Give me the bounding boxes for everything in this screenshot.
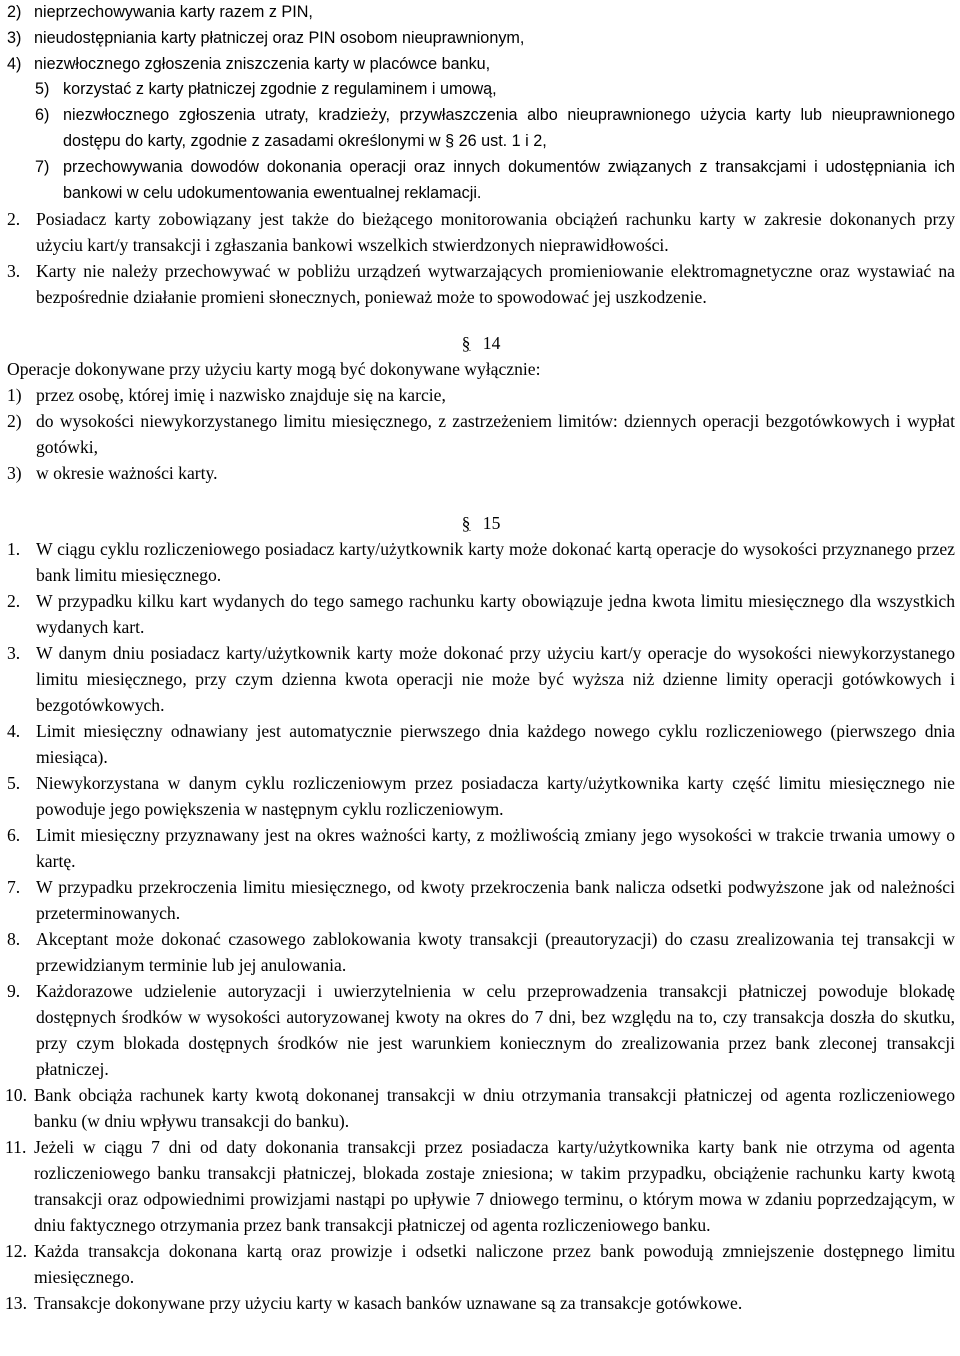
list-item-text: Każdorazowe udzielenie autoryzacji i uwierzytelnienia w celu przeprowadzenia transakcji płatniczej powoduje blokadę dostępnych środków w wysokości autoryzowanej kwoty na okres do 7 dni, bez względu na to, czy transakcja doszła do skutku, przy czym blokada dostępnych środków nie jest warunkiem koniecznym do zrealizowania przez bank zleconej transakcji płatniczej. [36, 981, 955, 1080]
list-item-number: 1. [7, 539, 21, 560]
list-item [7, 103, 955, 155]
list-item [7, 0, 955, 26]
list-item-number: 3) [7, 28, 22, 47]
section14-intro: Operacje dokonywane przy użyciu karty mogą być dokonywane wyłącznie: [7, 359, 541, 380]
list-item-text: Bank obciąża rachunek karty kwotą dokonanej transakcji w dniu otrzymania transakcji płatniczej od agenta rozliczeniowego banku (w dniu wpływu transakcji do banku). [34, 1085, 955, 1132]
section14-list [7, 382, 955, 486]
list-item [7, 822, 955, 874]
list-item-text: przez osobę, której imię i nazwisko znajduje się na karcie, [36, 385, 446, 406]
list-item-number: 5) [35, 80, 50, 99]
section15-heading [7, 510, 955, 536]
list-item-number: 7) [35, 157, 50, 176]
list-item-number: 12. [5, 1241, 27, 1262]
list-item [7, 26, 955, 52]
list-item [7, 770, 955, 822]
list-item-text: Transakcje dokonywane przy użyciu karty w kasach banków uznawane są za transakcje gotówkowe. [34, 1293, 743, 1314]
section14-heading [7, 330, 955, 356]
list-item-number: 6. [7, 825, 21, 846]
list-item [7, 926, 955, 978]
list-item [7, 978, 955, 1082]
list-item [7, 460, 955, 486]
list-item [7, 382, 955, 408]
list-item-text: Jeżeli w ciągu 7 dni od daty dokonania transakcji przez posiadacza karty/użytkownika karty bank nie otrzyma od agenta rozliczeniowego banku transakcji płatniczej, blokada zostaje zniesiona; w takim przypadku, obciążenie rachunku karty kwotą transakcji oraz odpowiednimi prowizjami nastąpi po upływie 7 dniowego terminu, o którym mowa w zdaniu poprzedzającym, w dniu faktycznego otrzymania przez bank transakcji płatniczej od agenta rozliczeniowego banku. [34, 1137, 955, 1236]
list-item-number: 1) [7, 385, 22, 406]
list-item-text: niezwłocznego zgłoszenia utraty, kradzieży, przywłaszczenia albo nieuprawnionego użycia karty lub nieuprawnionego dostępu do karty, zgodnie z zasadami określonymi w § 26 ust. 1 i 2, [63, 106, 955, 150]
list-item-number: 10. [5, 1085, 27, 1106]
list-item [7, 155, 955, 207]
list-item-number: 9. [7, 981, 21, 1002]
section13-points [7, 206, 955, 310]
list-item-text: Limit miesięczny przyznawany jest na okres ważności karty, z możliwością zmiany jego wysokości w trakcie trwania umowy o kartę. [36, 825, 955, 872]
list-item-number: 13. [5, 1293, 27, 1314]
list-item [7, 1290, 955, 1316]
continued-obligations-list [7, 0, 955, 206]
list-item [7, 206, 955, 258]
list-item-number: 4) [7, 54, 22, 73]
section-number: 15 [482, 513, 501, 534]
list-item-text: W ciągu cyklu rozliczeniowego posiadacz karty/użytkownik karty może dokonać kartą operacje do wysokości przyznanego przez bank limitu miesięcznego. [36, 539, 955, 586]
list-item-number: 4. [7, 721, 21, 742]
list-item-number: 3) [7, 463, 22, 484]
list-item-number: 2) [7, 411, 22, 432]
list-item [7, 640, 955, 718]
list-item-text: W przypadku kilku kart wydanych do tego samego rachunku karty obowiązuje jedna kwota limitu miesięcznego dla wszystkich wydanych kart. [36, 591, 955, 638]
list-item-text: nieudostępniania karty płatniczej oraz PIN osobom nieuprawnionym, [34, 28, 525, 47]
section-mark: § [461, 513, 471, 534]
list-item-text: Limit miesięczny odnawiany jest automatycznie pierwszego dnia każdego nowego cyklu rozliczeniowego (pierwszego dnia miesiąca). [36, 721, 955, 768]
list-item-text: niezwłocznego zgłoszenia zniszczenia karty w placówce banku, [34, 54, 491, 73]
list-item-number: 11. [5, 1137, 27, 1158]
list-item [7, 1134, 955, 1238]
list-item-text: Niewykorzystana w danym cyklu rozliczeniowym przez posiadacza karty/użytkownika karty część limitu miesięcznego nie powoduje jego powiększenia w następnym cyklu rozliczeniowym. [36, 773, 955, 820]
list-item [7, 52, 955, 78]
section-mark: § [461, 333, 471, 354]
list-item-number: 7. [7, 877, 21, 898]
list-item-text: W danym dniu posiadacz karty/użytkownik karty może dokonać przy użyciu kart/y operacje do wysokości niewykorzystanego limitu miesięcznego, przy czym dzienna kwota operacji nie może być wyższa niż dzienne limity operacji gotówkowych i bezgotówkowych. [36, 643, 955, 716]
list-item [7, 536, 955, 588]
list-item-number: 3. [7, 643, 21, 664]
list-item-text: Akceptant może dokonać czasowego zablokowania kwoty transakcji (preautoryzacji) do czasu zrealizowania tej transakcji w przewidzianym terminie lub jej anulowania. [36, 929, 955, 976]
list-item-number: 6) [35, 106, 50, 125]
list-item [7, 1238, 955, 1290]
list-item-text: Posiadacz karty zobowiązany jest także do bieżącego monitorowania obciążeń rachunku karty w zakresie dokonanych przy użyciu kart/y transakcji i zgłaszania bankowi wszelkich stwierdzonych nieprawidłowości. [36, 209, 955, 256]
list-item [7, 718, 955, 770]
list-item [7, 874, 955, 926]
list-item [7, 77, 955, 103]
list-item [7, 408, 955, 460]
list-item-number: 3. [7, 261, 21, 282]
list-item-number: 2) [7, 3, 22, 21]
list-item-number: 5. [7, 773, 21, 794]
list-item [7, 588, 955, 640]
list-item-text: Karty nie należy przechowywać w pobliżu urządzeń wytwarzających promieniowanie elektromagnetyczne oraz wystawiać na bezpośrednie działanie promieni słonecznych, ponieważ może to spowodować jej uszkodzenie. [36, 261, 955, 308]
list-item [7, 1082, 955, 1134]
list-item-number: 2. [7, 591, 21, 612]
list-item-number: 2. [7, 209, 21, 230]
list-item [7, 258, 955, 310]
list-item-text: korzystać z karty płatniczej zgodnie z regulaminem i umową, [63, 80, 497, 99]
list-item-text: W przypadku przekroczenia limitu miesięcznego, od kwoty przekroczenia bank nalicza odsetki podwyższone jak od należności przeterminowanych. [36, 877, 955, 924]
list-item-text: Każda transakcja dokonana kartą oraz prowizje i odsetki naliczone przez bank powodują zmniejszenie dostępnego limitu miesięcznego. [34, 1241, 955, 1288]
list-item-text: nieprzechowywania karty razem z PIN, [34, 3, 313, 21]
section-number: 14 [482, 333, 501, 354]
section15-list [7, 536, 955, 1316]
list-item-text: przechowywania dowodów dokonania operacji oraz innych dokumentów związanych z transakcjami i udostępniania ich bankowi w celu udokumentowania ewentualnej reklamacji. [63, 157, 955, 202]
list-item-text: w okresie ważności karty. [36, 463, 218, 484]
list-item-text: do wysokości niewykorzystanego limitu miesięcznego, z zastrzeżeniem limitów: dziennych operacji bezgotówkowych i wypłat gotówki, [36, 411, 955, 458]
list-item-number: 8. [7, 929, 21, 950]
